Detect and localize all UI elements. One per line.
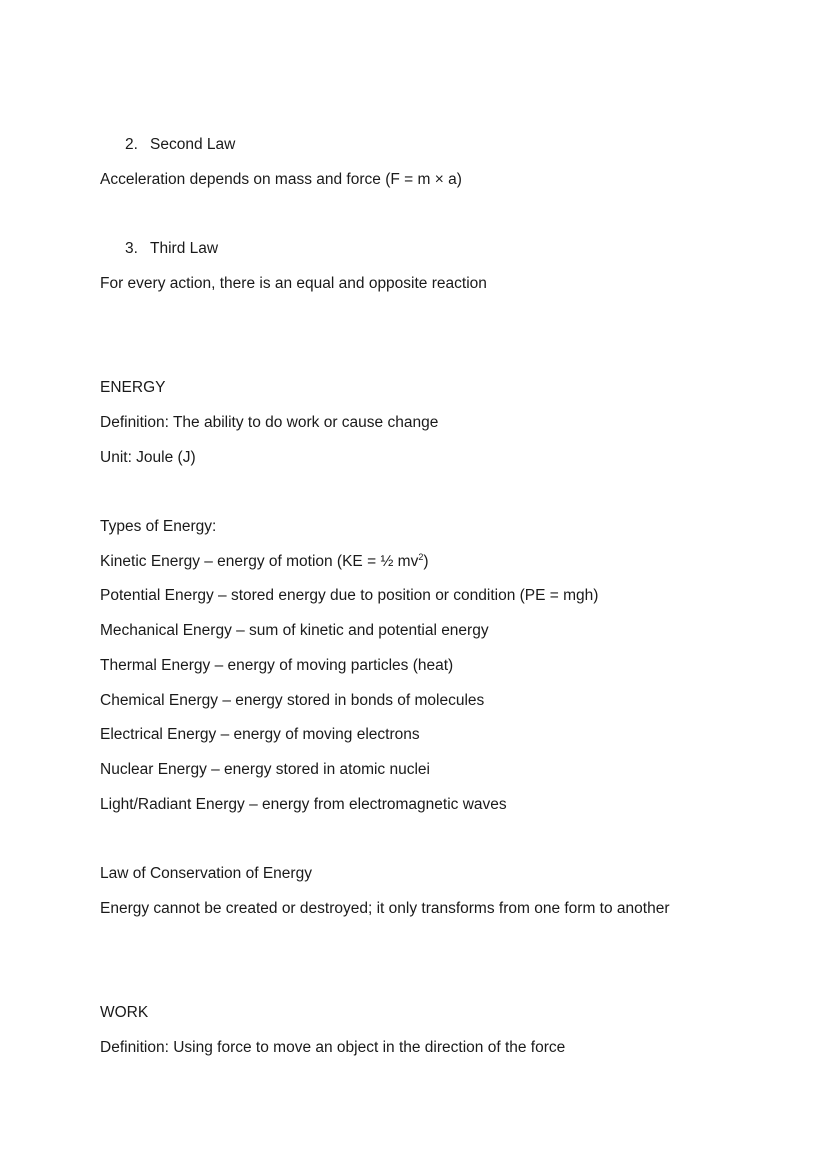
energy-definition: Definition: The ability to do work or cause change <box>100 414 439 431</box>
types-heading: Types of Energy: <box>100 518 217 535</box>
energy-type-thermal: Thermal Energy – energy of moving particles (heat) <box>100 657 454 674</box>
third-law-description: For every action, there is an equal and opposite reaction <box>100 275 487 292</box>
second-law-description: Acceleration depends on mass and force (F = m × a) <box>100 171 462 188</box>
list-number: 2. <box>125 136 138 153</box>
energy-unit: Unit: Joule (J) <box>100 449 196 466</box>
work-heading: WORK <box>100 1004 149 1021</box>
law-title: Second Law <box>150 136 236 153</box>
energy-type-light: Light/Radiant Energy – energy from electromagnetic waves <box>100 796 507 813</box>
energy-heading: ENERGY <box>100 379 166 396</box>
list-item-third-law <box>125 239 218 259</box>
energy-type-electrical: Electrical Energy – energy of moving electrons <box>100 726 420 743</box>
superscript: 2 <box>418 552 424 562</box>
conservation-heading: Law of Conservation of Energy <box>100 865 312 882</box>
energy-type-chemical: Chemical Energy – energy stored in bonds of molecules <box>100 692 485 709</box>
kinetic-text-end: ) <box>423 553 429 570</box>
kinetic-text: Kinetic Energy – energy of motion (KE = ½ mv <box>100 553 419 570</box>
conservation-text: Energy cannot be created or destroyed; it only transforms from one form to another <box>100 900 670 917</box>
energy-type-kinetic <box>100 552 429 572</box>
list-number: 3. <box>125 240 138 257</box>
energy-type-potential: Potential Energy – stored energy due to position or condition (PE = mgh) <box>100 587 599 604</box>
energy-type-nuclear: Nuclear Energy – energy stored in atomic nuclei <box>100 761 430 778</box>
energy-type-mechanical: Mechanical Energy – sum of kinetic and potential energy <box>100 622 489 639</box>
list-item-second-law <box>125 135 235 155</box>
law-title: Third Law <box>150 240 219 257</box>
work-definition: Definition: Using force to move an object in the direction of the force <box>100 1039 566 1056</box>
